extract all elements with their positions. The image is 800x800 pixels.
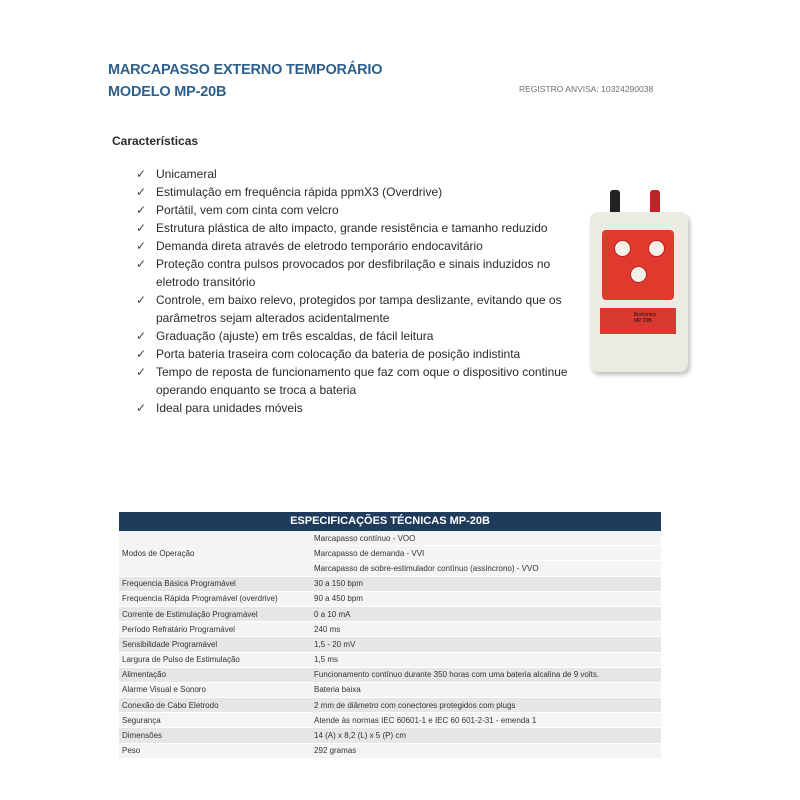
table-row: Período Refratário Programável 240 ms <box>119 622 661 637</box>
device-brand-label: Biotronics MP 20B <box>634 312 656 324</box>
table-row: Frequencia Rápida Programável (overdrive) 90 a 450 bpm <box>119 591 661 606</box>
modos-value: Marcapasso contínuo - VOO <box>311 531 661 546</box>
table-row: Peso 292 gramas <box>119 743 661 758</box>
list-item: ✓ Controle, em baixo relevo, protegidos por tampa deslizante, evitando que os parâmetros sejam alterados acidentalmente <box>136 293 562 325</box>
list-item: ✓ Proteção contra pulsos provocados por desfibrilação e sinais induzidos no eletrodo transitório <box>136 257 551 289</box>
knob-icon <box>648 240 665 257</box>
red-terminal-icon <box>650 190 660 214</box>
check-icon: ✓ <box>136 257 147 271</box>
modos-label: Modos de Operação <box>119 531 311 576</box>
list-item: ✓ Graduação (ajuste) em três escaldas, de fácil leitura <box>136 329 434 343</box>
check-icon: ✓ <box>136 185 147 199</box>
knob-icon <box>614 240 631 257</box>
modos-value: Marcapasso de demanda - VVI <box>311 546 661 561</box>
title-line-1: MARCAPASSO EXTERNO TEMPORÁRIO <box>108 62 383 78</box>
table-row: Largura de Pulso de Estimulação 1,5 ms <box>119 652 661 667</box>
table-row: Sensibilidade Programável 1,5 - 20 mV <box>119 637 661 652</box>
list-item: ✓ Tempo de reposta de funcionamento que faz com oque o dispositivo continue operando enquanto se troca a bateria <box>136 365 568 397</box>
table-row: Frequencia Básica Programável 30 a 150 bpm <box>119 576 661 591</box>
check-icon: ✓ <box>136 293 147 307</box>
check-icon: ✓ <box>136 329 147 343</box>
device-control-panel <box>602 230 674 300</box>
check-icon: ✓ <box>136 203 147 217</box>
spec-table-heading: ESPECIFICAÇÕES TÉCNICAS MP-20B <box>119 512 661 531</box>
list-item: ✓ Portátil, vem com cinta com velcro <box>136 203 339 217</box>
table-row: Alimentação Funcionamento contínuo durante 350 horas com uma bateria alcalina de 9 volts. <box>119 667 661 682</box>
table-row: Corrente de Estimulação Programável 0 a 10 mA <box>119 606 661 621</box>
list-item: ✓ Ideal para unidades móveis <box>136 401 303 415</box>
check-icon: ✓ <box>136 239 147 253</box>
check-icon: ✓ <box>136 221 147 235</box>
modos-value: Marcapasso de sobre-estimulador contínuo (assíncrono) - VVO <box>311 561 661 576</box>
check-icon: ✓ <box>136 401 147 415</box>
pacemaker-device-image <box>582 190 694 380</box>
check-icon: ✓ <box>136 347 147 361</box>
check-icon: ✓ <box>136 167 147 181</box>
title-line-2: MODELO MP-20B <box>108 84 227 100</box>
feature-list <box>136 165 576 417</box>
table-row: Dimensões 14 (A) x 8,2 (L) x 5 (P) cm <box>119 728 661 743</box>
black-terminal-icon <box>610 190 620 214</box>
table-row: Alarme Visual e Sonoro Bateria baixa <box>119 682 661 697</box>
list-item: ✓ Estrutura plástica de alto impacto, grande resistência e tamanho reduzido <box>136 221 548 235</box>
registro-anvisa: REGISTRO ANVISA: 10324290038 <box>519 84 654 94</box>
knob-icon <box>630 266 647 283</box>
table-row: Conexão de Cabo Eletrodo 2 mm de diâmetro com conectores protegidos com plugs <box>119 698 661 713</box>
list-item: ✓ Unicameral <box>136 167 217 181</box>
table-row: Segurança Atende às normas IEC 60601-1 e IEC 60 601-2-31 - emenda 1 <box>119 713 661 728</box>
list-item: ✓ Porta bateria traseira com colocação da bateria de posição indistinta <box>136 347 521 361</box>
list-item: ✓ Demanda direta através de eletrodo temporário endocavitário <box>136 239 483 253</box>
check-icon: ✓ <box>136 365 147 379</box>
spec-table <box>119 512 661 759</box>
features-heading: Características <box>112 134 199 148</box>
list-item: ✓ Estimulação em frequência rápida ppmX3 (Overdrive) <box>136 185 443 199</box>
